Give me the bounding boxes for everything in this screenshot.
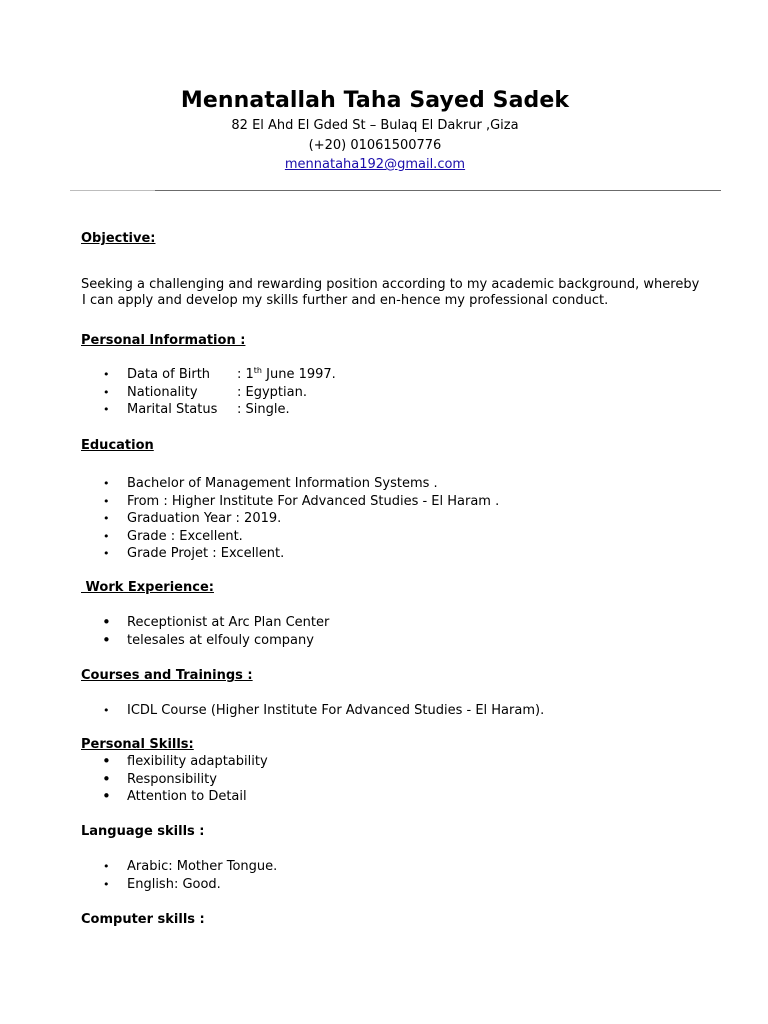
list-item: • Grade : Excellent.: [103, 528, 243, 544]
list-item: • English: Good.: [103, 876, 221, 892]
list-item: [0, 401, 336, 419]
bullet-icon: •: [102, 630, 111, 649]
bullet-icon: •: [103, 385, 110, 399]
bullet-icon: •: [102, 752, 111, 770]
resume-name: Mennatallah Taha Sayed Sadek: [180, 88, 570, 113]
bullet-icon: •: [102, 613, 111, 631]
bullet-icon: •: [103, 704, 110, 717]
personal-skills-list: [0, 753, 268, 806]
bullet-icon: •: [103, 547, 110, 560]
info-value: : 1th June 1997.: [237, 366, 336, 382]
personal-skills-heading: Personal Skills:: [81, 737, 194, 752]
courses-heading: Courses and Trainings :: [81, 668, 253, 683]
info-value: : Single.: [237, 402, 290, 417]
bullet-icon: •: [103, 877, 110, 891]
bullet-icon: •: [103, 477, 110, 490]
phone: (+20) 01061500776: [308, 138, 442, 153]
bullet-icon: •: [103, 512, 110, 525]
personal-info-heading: Personal Information :: [81, 333, 246, 348]
language-list: [0, 858, 277, 893]
bullet-icon: •: [103, 403, 110, 416]
list-item: • Receptionist at Arc Plan Center: [102, 613, 330, 631]
info-label: Nationality: [127, 384, 198, 400]
work-list: [0, 614, 329, 649]
list-item: [0, 366, 336, 384]
courses-list: [0, 702, 544, 720]
list-item: • ICDL Course (Higher Institute For Advanced Studies - El Haram).: [103, 703, 545, 718]
bullet-icon: •: [103, 860, 110, 873]
header-divider: [70, 190, 721, 191]
info-label: Data of Birth: [127, 367, 211, 382]
list-item: • From : Higher Institute For Advanced Studies - El Haram .: [103, 493, 500, 509]
bullet-icon: •: [102, 787, 111, 805]
personal-info-list: [0, 366, 336, 419]
list-item: • Arabic: Mother Tongue.: [103, 859, 278, 874]
objective-text-1: Seeking a challenging and rewarding position according to my academic background, whereby: [81, 277, 700, 292]
info-label: Marital Status: [127, 402, 218, 417]
bullet-icon: •: [102, 769, 111, 788]
bullet-icon: •: [103, 529, 110, 543]
list-item: [0, 384, 336, 402]
address: 82 El Ahd El Gded St – Bulaq El Dakrur ,Giza: [231, 118, 519, 133]
list-item: • Responsibility: [102, 769, 217, 788]
list-item: • flexibility adaptability: [102, 752, 268, 770]
list-item: • telesales at elfouly company: [102, 630, 314, 649]
work-heading: Work Experience:: [81, 580, 214, 595]
email-link[interactable]: mennataha192@gmail.com: [284, 157, 466, 172]
list-item: • Bachelor of Management Information Systems .: [103, 476, 438, 491]
header-divider-accent: [70, 190, 155, 191]
list-item: • Attention to Detail: [102, 787, 247, 805]
bullet-icon: •: [103, 494, 110, 508]
education-list: [0, 475, 499, 563]
bullet-icon: •: [103, 368, 110, 381]
objective-text-2: I can apply and develop my skills further and en-hence my professional conduct.: [82, 293, 609, 308]
objective-heading: Objective:: [81, 231, 156, 246]
language-heading: Language skills :: [81, 824, 205, 839]
list-item: • Graduation Year : 2019.: [103, 511, 282, 526]
education-heading: Education: [81, 438, 154, 453]
info-value: : Egyptian.: [237, 384, 307, 400]
list-item: • Grade Projet : Excellent.: [103, 546, 285, 561]
computer-heading: Computer skills :: [81, 912, 205, 927]
